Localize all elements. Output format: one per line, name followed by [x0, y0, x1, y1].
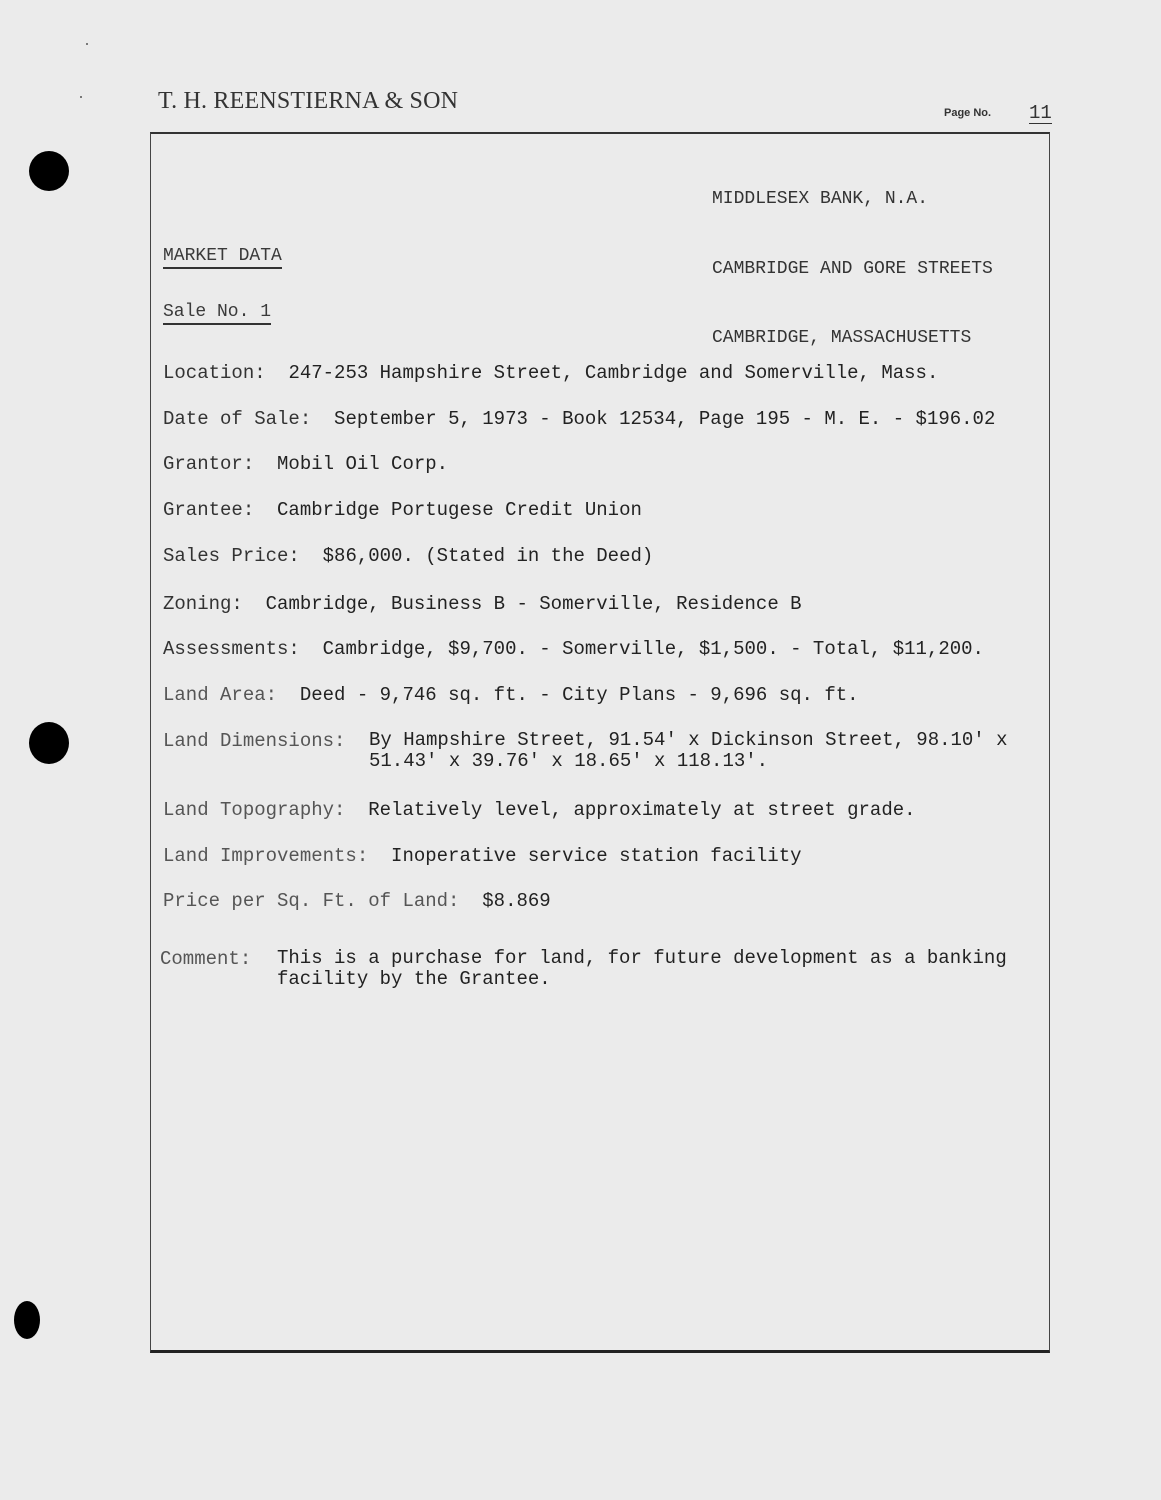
value-line: By Hampshire Street, 91.54' x Dickinson Street, 98.10' x [369, 729, 1008, 751]
punch-hole-middle [29, 722, 69, 764]
firm-letterhead: T. H. REENSTIERNA & SON [158, 88, 459, 114]
client-address-block [712, 142, 993, 374]
value-line: facility by the Grantee. [277, 968, 551, 990]
field-value: Deed - 9,746 sq. ft. - City Plans - 9,696 sq. ft. [299, 684, 859, 706]
punch-hole-bottom [14, 1301, 40, 1339]
field-label: Grantor: [163, 453, 255, 475]
field-label: Land Improvements: [163, 845, 369, 867]
scan-speck [86, 43, 88, 45]
field-value: Cambridge Portugese Credit Union [277, 499, 642, 521]
field-value: Inoperative service station facility [391, 845, 802, 867]
field-sales-price [163, 545, 653, 568]
field-zoning [163, 593, 802, 616]
field-label: Comment: [160, 948, 252, 970]
field-value: Cambridge, Business B - Somerville, Residence B [265, 593, 802, 615]
field-value [277, 948, 1007, 990]
field-label: Zoning: [163, 593, 243, 615]
field-value: Mobil Oil Corp. [277, 453, 449, 475]
field-land-area [163, 684, 859, 707]
field-label: Grantee: [163, 499, 255, 521]
field-location [163, 362, 938, 385]
address-line: CAMBRIDGE, MASSACHUSETTS [712, 328, 972, 348]
field-value: $86,000. (Stated in the Deed) [322, 545, 654, 567]
scan-speck [80, 96, 82, 98]
field-grantee [163, 499, 642, 522]
field-value: $8.869 [482, 890, 551, 912]
field-date-of-sale [163, 408, 995, 431]
section-title: MARKET DATA [163, 246, 282, 269]
field-value: 247-253 Hampshire Street, Cambridge and Somerville, Mass. [288, 362, 939, 384]
field-label: Land Dimensions: [163, 730, 346, 752]
page-number-label: Page No. [944, 107, 992, 119]
field-land-topography [163, 799, 916, 822]
value-line: 51.43' x 39.76' x 18.65' x 118.13'. [369, 750, 769, 772]
field-grantor [163, 453, 448, 476]
punch-hole-top [29, 151, 69, 191]
page-number: 11 [1029, 102, 1052, 124]
field-label: Land Area: [163, 684, 278, 706]
value-line: This is a purchase for land, for future development as a banking [277, 947, 1007, 969]
sale-heading: Sale No. 1 [163, 302, 271, 325]
field-label: Assessments: [163, 638, 300, 660]
field-label: Land Topography: [163, 799, 346, 821]
field-value [369, 730, 1008, 772]
address-line: MIDDLESEX BANK, N.A. [712, 189, 929, 209]
field-land-improvements [163, 845, 802, 868]
field-value: Cambridge, $9,700. - Somerville, $1,500. - Total, $11,200. [322, 638, 984, 660]
address-line: CAMBRIDGE AND GORE STREETS [712, 258, 993, 279]
field-label: Date of Sale: [163, 408, 312, 430]
field-value: Relatively level, approximately at street grade. [368, 799, 916, 821]
field-label: Location: [163, 362, 266, 384]
field-land-dimensions [163, 730, 1008, 772]
field-price-per-sq-ft [163, 890, 551, 913]
field-label: Price per Sq. Ft. of Land: [163, 890, 460, 912]
field-comment [160, 948, 1007, 990]
field-value: September 5, 1973 - Book 12534, Page 195 - M. E. - $196.02 [334, 408, 996, 430]
field-label: Sales Price: [163, 545, 300, 567]
field-assessments [163, 638, 984, 661]
